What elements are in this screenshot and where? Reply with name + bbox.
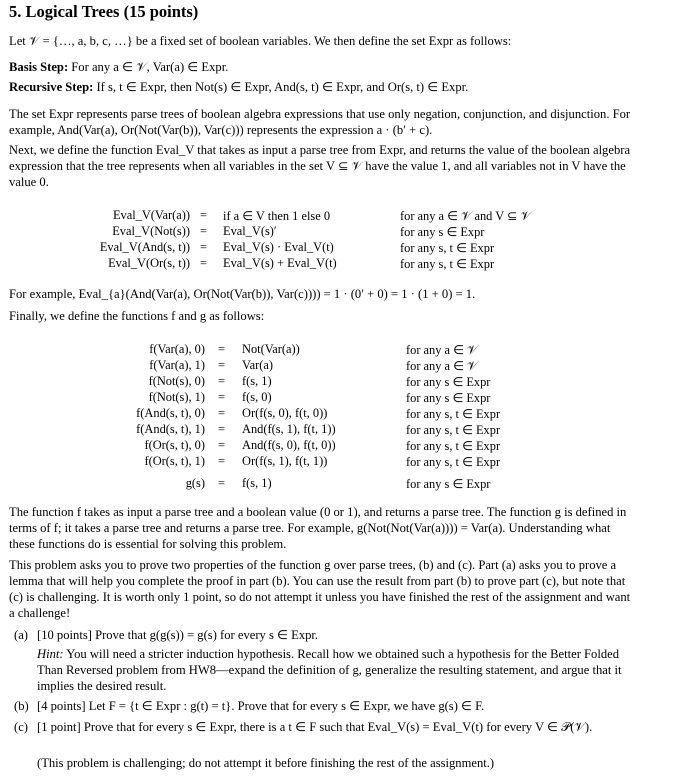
eval-rhs: if a ∈ V then 1 else 0 xyxy=(223,209,331,223)
f-rhs: f(s, 0) xyxy=(242,390,272,404)
g-eq: = xyxy=(218,476,225,490)
f-lhs: f(Not(s), 0) xyxy=(148,374,205,388)
f-eq: = xyxy=(218,406,225,420)
f-cond: for any s, t ∈ Expr xyxy=(406,439,501,453)
eval-eq: = xyxy=(200,224,207,238)
f-eq: = xyxy=(218,342,225,356)
f-lhs: f(And(s, t), 0) xyxy=(136,406,205,420)
f-eq: = xyxy=(218,422,225,436)
f-lhs: f(Var(a), 0) xyxy=(149,342,205,356)
eval-cond: for any a ∈ 𝒱 and V ⊆ 𝒱 xyxy=(400,209,531,223)
eval-lhs: Eval_V(And(s, t)) xyxy=(99,240,190,254)
part-b-label: (b) xyxy=(14,699,29,713)
paragraph-f-g-explanation: The function f takes as input a parse tree and a boolean value (0 or 1), and returns a parse tree. The function g is defined in terms of f; it takes a parse tree and returns a parse tree. For example, g(Not(Not(Var(a)))) = Var(a). Understanding what these functions do is essential for solving this problem. xyxy=(9,505,627,551)
f-cond: for any s ∈ Expr xyxy=(406,391,491,405)
f-cond: for any s, t ∈ Expr xyxy=(406,407,501,421)
f-eq: = xyxy=(218,390,225,404)
basis-step xyxy=(9,59,634,75)
f-cond: for any a ∈ 𝒱 xyxy=(406,343,478,357)
f-lhs: f(And(s, t), 1) xyxy=(136,422,205,436)
f-lhs: f(Or(s, t), 1) xyxy=(144,454,205,468)
hint-label: Hint: xyxy=(37,647,64,661)
part-c-text: [1 point] Prove that for every s ∈ Expr, there is a t ∈ F such that Eval_V(s) = Eval_V(t) for every V ∈ 𝒫(𝒱). xyxy=(37,720,593,734)
eval-eq: = xyxy=(200,208,207,222)
hint-text: You will need a stricter induction hypothesis. Recall how we obtained such a hypothesis for the Better Folded Than Reversed problem from HW8—expand the definition of g, generalize the resulting statement, and argue that it implies the desired result. xyxy=(37,647,622,693)
recursive-label: Recursive Step: xyxy=(9,80,94,94)
basis-label: Basis Step: xyxy=(9,60,69,74)
eval-eq: = xyxy=(200,256,207,270)
f-lhs: f(Or(s, t), 0) xyxy=(144,438,205,452)
f-rhs: Var(a) xyxy=(242,358,273,372)
eval-lhs: Eval_V(Or(s, t)) xyxy=(108,256,190,270)
f-cond: for any s, t ∈ Expr xyxy=(406,423,501,437)
eval-cond: for any s ∈ Expr xyxy=(400,225,485,239)
paragraph-problem-overview: This problem asks you to prove two properties of the function g over parse trees, (b) and (c). Part (a) asks you to prove a lemma that will help you complete the proof in part (b). You can use the result from part (b) to prove part (c), but note that (c) is challenging. It is worth only 1 point, so do not attempt it unless you have finished the rest of the assignment and want a challenge! xyxy=(9,558,631,620)
part-a-label: (a) xyxy=(14,628,28,642)
eval-rhs: Eval_V(s)′ xyxy=(223,224,277,238)
part-b-text: [4 points] Let F = {t ∈ Expr : g(t) = t}. Prove that for every s ∈ Expr, we have g(s) ∈ F. xyxy=(37,699,485,713)
recursive-step xyxy=(9,79,634,95)
f-lhs: f(Var(a), 1) xyxy=(149,358,205,372)
f-eq: = xyxy=(218,374,225,388)
part-a-text: [10 points] Prove that g(g(s)) = g(s) for every s ∈ Expr. xyxy=(37,628,319,642)
f-cond: for any a ∈ 𝒱 xyxy=(406,359,478,373)
f-rhs: Not(Var(a)) xyxy=(242,342,300,356)
g-rhs: f(s, 1) xyxy=(242,476,272,490)
eval-lhs: Eval_V(Not(s)) xyxy=(112,224,190,238)
f-rhs: Or(f(s, 0), f(t, 0)) xyxy=(242,406,328,420)
paragraph-eval-definition: Next, we define the function Eval_V that takes as input a parse tree from Expr, and returns the value of the boolean algebra expression that the tree represents when all variables in the set V ⊆ 𝒱 have the value 1, and all variables not in V have the value 0. xyxy=(9,143,631,189)
part-c-label: (c) xyxy=(14,720,28,734)
eval-rhs: Eval_V(s) · Eval_V(t) xyxy=(223,240,334,254)
part-c-note: (This problem is challenging; do not attempt it before finishing the rest of the assignment.) xyxy=(37,756,495,770)
f-rhs: Or(f(s, 1), f(t, 1)) xyxy=(242,454,328,468)
eval-eq: = xyxy=(200,240,207,254)
eval-example: For example, Eval_{a}(And(Var(a), Or(Not(Var(b)), Var(c)))) = 1 · (0′ + 0) = 1 · (1 + 0) = 1. xyxy=(9,287,476,301)
f-rhs: And(f(s, 0), f(t, 0)) xyxy=(242,438,336,452)
f-eq: = xyxy=(218,438,225,452)
intro-line: Let 𝒱 = {…, a, b, c, …} be a fixed set of boolean variables. We then define the set Expr as follows: xyxy=(9,34,512,48)
g-cond: for any s ∈ Expr xyxy=(406,477,491,491)
eval-lhs: Eval_V(Var(a)) xyxy=(112,208,190,222)
recursive-text: If s, t ∈ Expr, then Not(s) ∈ Expr, And(s, t) ∈ Expr, and Or(s, t) ∈ Expr. xyxy=(96,80,469,94)
paragraph-parse-trees: The set Expr represents parse trees of boolean algebra expressions that use only negation, conjunction, and disjunction. For example, And(Var(a), Or(Not(Var(b)), Var(c))) represents the expression a · (b′ + c). xyxy=(9,107,631,137)
f-eq: = xyxy=(218,358,225,372)
basis-text: For any a ∈ 𝒱, Var(a) ∈ Expr. xyxy=(71,60,229,74)
eval-cond: for any s, t ∈ Expr xyxy=(400,241,495,255)
f-eq: = xyxy=(218,454,225,468)
eval-cond: for any s, t ∈ Expr xyxy=(400,257,495,271)
f-cond: for any s ∈ Expr xyxy=(406,375,491,389)
g-lhs: g(s) xyxy=(185,476,205,490)
f-lhs: f(Not(s), 1) xyxy=(148,390,205,404)
f-cond: for any s, t ∈ Expr xyxy=(406,455,501,469)
f-rhs: f(s, 1) xyxy=(242,374,272,388)
eval-rhs: Eval_V(s) + Eval_V(t) xyxy=(223,256,337,270)
part-a-hint xyxy=(37,646,634,694)
finally-line: Finally, we define the functions f and g as follows: xyxy=(9,309,265,323)
f-rhs: And(f(s, 1), f(t, 1)) xyxy=(242,422,336,436)
problem-title: 5. Logical Trees (15 points) xyxy=(9,2,199,21)
